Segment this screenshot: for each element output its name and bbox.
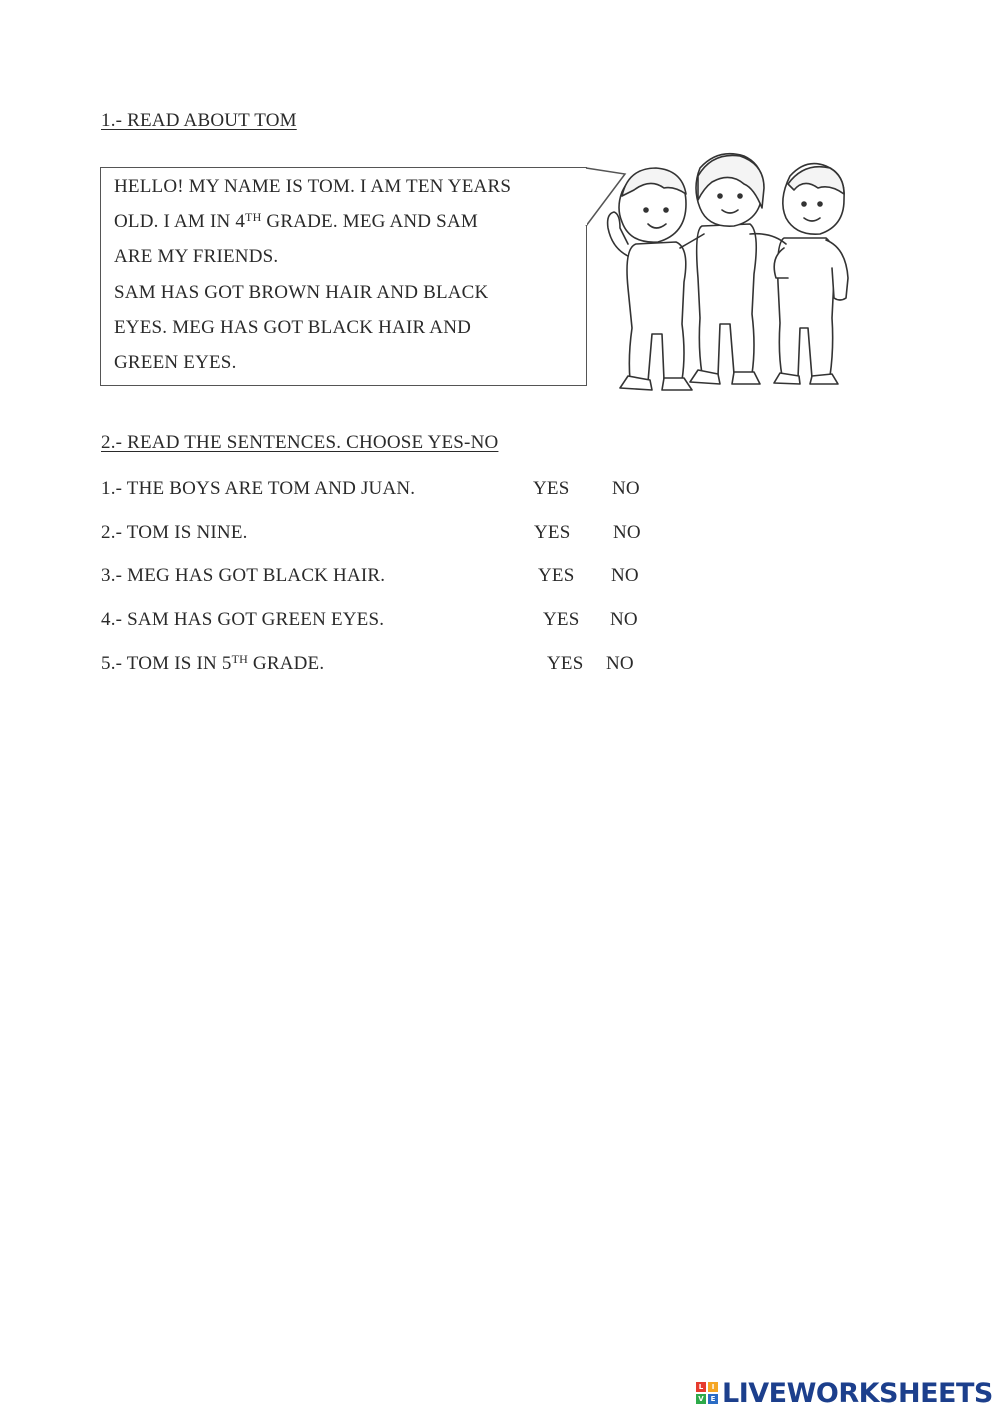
logo-tile: L [696, 1382, 706, 1392]
paragraph-line: OLD. I AM IN 4TH GRADE. MEG AND SAM [114, 210, 478, 232]
paragraph-line: SAM HAS GOT BROWN HAIR AND BLACK [114, 282, 489, 303]
paragraph-line: EYES. MEG HAS GOT BLACK HAIR AND [114, 317, 472, 338]
question-1-no-option[interactable]: NO [612, 478, 640, 499]
logo-tile: I [708, 1382, 718, 1392]
logo-text: LIVEWORKSHEETS [722, 1377, 993, 1409]
question-1: 1.- THE BOYS ARE TOM AND JUAN. [101, 478, 416, 499]
paragraph-line: ARE MY FRIENDS. [114, 246, 279, 267]
liveworksheets-logo [696, 1377, 993, 1409]
question-3: 3.- MEG HAS GOT BLACK HAIR. [101, 565, 386, 586]
section2-heading: 2.- READ THE SENTENCES. CHOOSE YES-NO [101, 432, 499, 453]
question-4-yes-option[interactable]: YES [543, 609, 580, 630]
question-3-yes-option[interactable]: YES [538, 565, 575, 586]
question-5: 5.- TOM IS IN 5TH GRADE. [101, 652, 325, 674]
section1-heading: 1.- READ ABOUT TOM [101, 110, 297, 131]
question-4: 4.- SAM HAS GOT GREEN EYES. [101, 609, 385, 630]
paragraph-line: GREEN EYES. [114, 352, 237, 373]
girl-middle-figure [690, 154, 786, 384]
logo-tile: E [708, 1394, 718, 1404]
question-2-yes-option[interactable]: YES [534, 522, 571, 543]
logo-tile: V [696, 1394, 706, 1404]
boy-left-figure [608, 168, 704, 390]
three-children-icon [594, 148, 869, 403]
boy-right-figure [774, 164, 848, 384]
question-5-no-option[interactable]: NO [606, 653, 634, 674]
logo-tiles-icon [696, 1382, 718, 1404]
question-2-no-option[interactable]: NO [613, 522, 641, 543]
question-4-no-option[interactable]: NO [610, 609, 638, 630]
question-3-no-option[interactable]: NO [611, 565, 639, 586]
question-1-yes-option[interactable]: YES [533, 478, 570, 499]
question-5-yes-option[interactable]: YES [547, 653, 584, 674]
paragraph-line: HELLO! MY NAME IS TOM. I AM TEN YEARS [114, 176, 512, 197]
question-2: 2.- TOM IS NINE. [101, 522, 248, 543]
